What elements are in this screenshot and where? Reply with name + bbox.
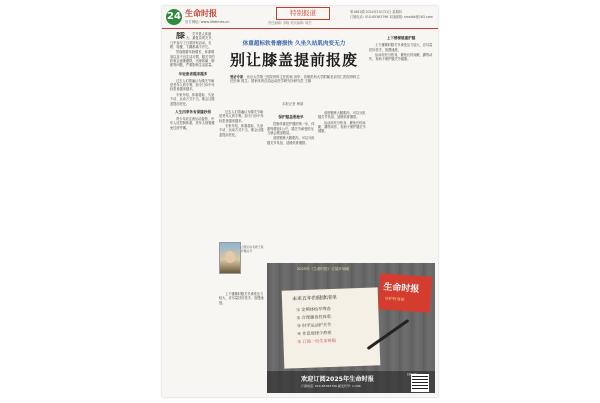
ad-checklist-item: ③ 科学运动护关节: [296, 321, 332, 329]
intro-paragraph: 膝关节是人体最大、最复杂的关节，几乎参与了日常所有活动。走路、爬楼、下蹲都离不开它。: [170, 32, 215, 49]
section-heading: 年轻患者越来越多: [178, 71, 208, 76]
column-2-lower: [219, 292, 264, 387]
column-3: [267, 111, 315, 261]
body-paragraph: 专家介绍，体重超标、久坐不动、运动方式不当，都会让膝盖提前老化。: [170, 92, 215, 106]
subscription-ad[interactable]: [267, 263, 435, 393]
body-paragraph: 上下楼梯时膝关节承受压力较大，应尽量扶好扶手，放慢速度。: [369, 43, 433, 52]
ad-checklist: [296, 305, 336, 346]
ad-book-title: 生命时报: [382, 282, 420, 295]
section-heading: 保护膝盖要趁早: [278, 115, 304, 119]
section-heading: 上下楼梯慎重护膝: [386, 36, 416, 40]
body-paragraph: 适度锻炼大腿肌肉，可以分担膝关节负担，延缓软骨磨损。: [318, 111, 366, 120]
ad-checklist-title: 未来五年的健康清单: [291, 294, 338, 303]
body-paragraph: 控制体重是护膝的第一步，体重每增加1公斤，膝关节承受的压力就会增加数倍。: [267, 122, 315, 135]
masthead: [162, 6, 438, 29]
qr-code-icon[interactable]: [411, 374, 429, 392]
body-paragraph: 运动前充分热身，避免长时间跪、蹲等动作，有助于保护膝关节健康。: [318, 120, 366, 134]
ad-checklist-paper: [282, 287, 381, 368]
expert-list: 受访专家：北京大学第三医院骨科主任医师 田华；首都医科大学附属北京同仁医院骨科主任医师 郭艾；国家体育总局运动医学研究所研究员 王雄: [230, 75, 360, 84]
ad-newspaper-cover: [378, 273, 432, 313]
column-5: [369, 32, 433, 260]
body-paragraph: 过去人们普遍认为膝关节病是老年人的专利，如今门诊中年轻患者越来越多。: [170, 78, 215, 92]
ad-footer: [267, 371, 435, 393]
ad-checklist-item: ⑤ 订阅一份生命时报: [297, 337, 337, 345]
ad-call-to-action[interactable]: 欢迎订阅2025年生命时报: [301, 376, 374, 383]
ad-top-text: 2025年《生命时报》订阅开始啦: [297, 267, 350, 271]
article-headline: 别让膝盖提前报废: [229, 51, 358, 69]
intro-paragraph: 然而随着年龄增长、体重增加以及不良生活习惯，膝关节的软骨会逐渐磨损，出现疼痛、肿胀等问题，严重影响生活质量。: [170, 50, 215, 68]
knee-illustration: [225, 251, 235, 263]
column-1: [170, 32, 216, 392]
article-kicker: 体重超标软骨磨损快 久坐久站肌肉变无力: [242, 41, 346, 47]
body-paragraph: 专家介绍，体重超标、久坐不动、运动方式不当，都会让膝盖提前老化。: [219, 124, 264, 137]
newspaper-logo: 生命时报: [185, 9, 217, 18]
experts-label: 受访专家: [230, 75, 244, 79]
body-paragraph: 过去人们普遍认为膝关节病是老年人的专利，如今门诊中年轻患者越来越多。: [219, 110, 264, 123]
ad-book-subtitle: 守护好身体: [384, 295, 405, 302]
ad-checklist-item: ④ 作息规律少熬夜: [297, 329, 332, 337]
column-4: [318, 111, 366, 261]
photo-caption: 合理运动有助于保护膝关节: [241, 245, 264, 253]
body-paragraph: 青少年应注意运动姿势，中年人应控制体重，老年人则要避免过度劳累。: [170, 117, 215, 130]
body-paragraph: 适度锻炼大腿肌肉，可以分担膝关节负担，延缓软骨磨损。: [267, 136, 315, 145]
qr-caption: 扫码订阅: [407, 373, 417, 376]
body-paragraph: 运动前充分热身，避免长时间跪、蹲等动作，有助于保护膝关节健康。: [369, 53, 433, 62]
knee-photo: [219, 242, 241, 274]
issue-date: 第1861期 2024年10月31日 星期四: [350, 10, 402, 14]
page-number-badge: 24: [166, 9, 182, 25]
byline: 本报记者 梅婧: [282, 102, 304, 106]
ad-checklist-item: ② 合理膳食控体重: [296, 313, 332, 321]
section-editors: 责任编辑: 李晓 美术编辑: 周杰: [268, 21, 312, 25]
issue-contact: 订阅电话: 010-65363796 本版邮箱: smsbtk@163.com: [350, 14, 433, 19]
section-label: 特别报道: [276, 7, 330, 20]
newspaper-page: [162, 6, 438, 397]
body-paragraph: 上下楼梯时膝关节承受压力较大，应尽量扶好扶手，放慢速度。: [219, 292, 264, 305]
issue-info: [350, 10, 435, 19]
website-url: 官方网址: www.lifetimes.cn: [185, 20, 230, 24]
section-heading: 人生四季各有保膝妙招: [175, 109, 211, 114]
ad-phone: 订阅电话: 010-65363796 邮发代号: 1-206: [301, 384, 361, 388]
ad-checklist-item: ① 定期体检早筛查: [296, 305, 331, 313]
experts-names: 北京大学第三医院骨科主任医师 田华；首都医科大学附属北京同仁医院骨科主任医师 郭艾；国家体育总局运动医学研究所研究员 王雄: [230, 75, 360, 84]
